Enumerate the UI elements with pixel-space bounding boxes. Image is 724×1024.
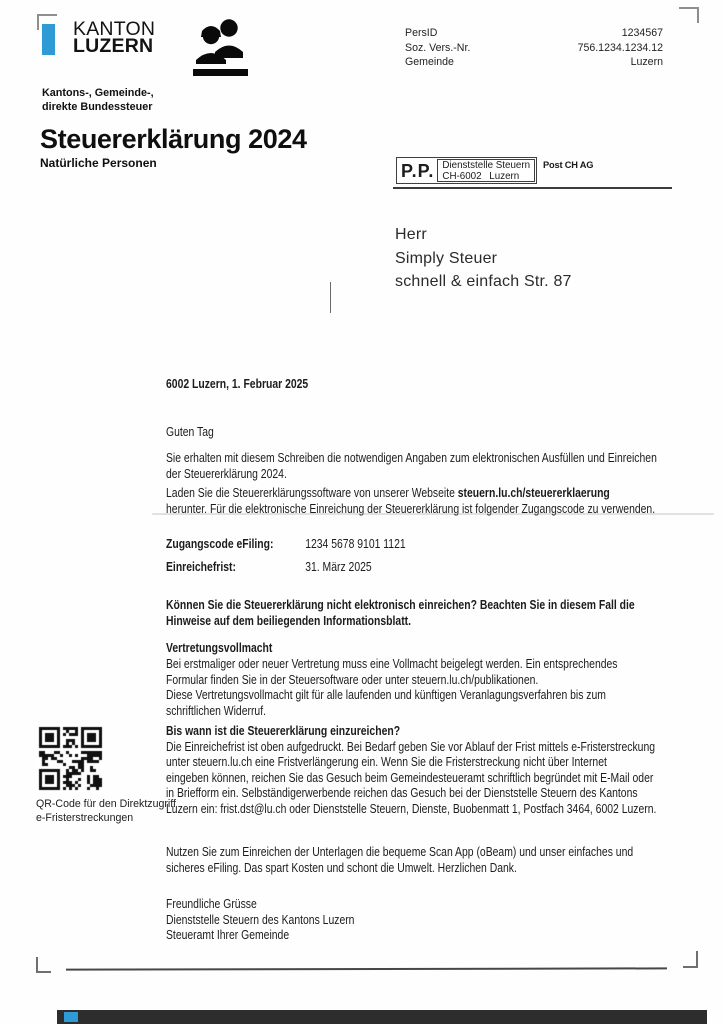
software-website-link: steuern.lu.ch/steuererklaerung: [457, 485, 610, 500]
page-subtitle: Natürliche Personen: [40, 156, 157, 170]
logo-word-kanton: KANTON: [73, 18, 156, 40]
letter-body: [166, 376, 724, 943]
closing-greeting: Freundliche Grüsse: [166, 896, 257, 911]
closing-sender1: Dienststelle Steuern des Kantons Luzern: [166, 911, 355, 927]
next-page-edge: [57, 1010, 707, 1024]
logo-word-luzern: LUZERN: [73, 35, 154, 57]
closing-block: [166, 896, 724, 943]
persid-value: 1234567: [621, 27, 663, 39]
meta-row-gemeinde: [405, 55, 663, 70]
qr-caption: QR-Code für den Direktzugriff e-Fristerstreckungen: [36, 798, 176, 824]
kanton-luzern-logo-mark: [42, 24, 55, 55]
taxpayers-couple-icon: [193, 16, 248, 78]
tax-types-label: Kantons-, Gemeinde-, direkte Bundessteuer: [42, 87, 154, 113]
access-code-label: Zugangscode eFiling:: [166, 536, 274, 551]
efiling-code-table: [166, 536, 724, 574]
recipient-salutation: Herr: [395, 226, 427, 243]
kanton-luzern-logo: [73, 18, 156, 57]
sender-line2: CH-6002 Luzern: [442, 170, 520, 182]
closing-sender2: Steueramt Ihrer Gemeinde: [166, 927, 290, 942]
deadline-value: 31. März 2025: [305, 558, 372, 574]
ahv-label: Soz. Vers.-Nr.: [405, 41, 471, 54]
greeting: Guten Tag: [166, 424, 214, 439]
gemeinde-label: Gemeinde: [405, 56, 454, 69]
meta-row-persid: [405, 26, 663, 41]
pp-label: P.P.: [401, 161, 435, 181]
crop-mark-top-right-icon: [679, 7, 699, 23]
bottom-rule: [66, 967, 667, 970]
persid-label: PersID: [405, 27, 438, 39]
vollmacht-heading: Vertretungsvollmacht: [166, 640, 273, 655]
fold-mark: [330, 282, 331, 313]
paper-filing-note: Können Sie die Steuererklärung nicht elektronisch einreichen? Beachten Sie in diesem Fall die Hinweise auf dem beiliegenden Informationsblatt.: [166, 597, 635, 628]
date-line: 6002 Luzern, 1. Februar 2025: [166, 376, 309, 391]
deadline-label: Einreichefrist:: [166, 558, 236, 574]
postal-carrier-label: Post CH AG: [543, 160, 594, 170]
download-paragraph: Laden Sie die Steuererklärungssoftware von unserer Webseite steuern.lu.ch/steuererklaerung herunter. Für die elektronische Einreichung der Steuererklärung ist folgender Zugangscode zu verwenden.: [166, 485, 656, 516]
intro-paragraph: Sie erhalten mit diesem Schreiben die notwendigen Angaben zum elektronischen Ausfüllen und Einreichen der Steuererklärung 2024.: [166, 450, 657, 481]
sender-address-box: [437, 159, 535, 182]
scan-smudge-line: [152, 513, 714, 515]
page-title: Steuererklärung 2024: [40, 124, 307, 154]
person-meta-block: [405, 26, 663, 70]
ahv-value: 756.1234.1234.12: [577, 41, 663, 54]
pp-franking-box: [396, 157, 537, 184]
meta-row-ahv: [405, 41, 663, 56]
recipient-street: schnell & einfach Str. 87: [395, 273, 572, 290]
recipient-name: Simply Steuer: [395, 249, 498, 267]
deadline-paragraph: Die Einreichefrist ist oben aufgedruckt. Bei Bedarf geben Sie vor Ablauf der Frist mittels e-Fristerstreckung unter steuern.lu.ch eine Fristverlängerung ein. Wenn Sie die Fristerstreckung nicht über Internet eingeben können, reichen Sie das Gesuch beim Gemeindesteueramt schriftlich begründet mit E-Mail oder in Briefform ein. Selbständigerwerbende reichen das Gesuch bei der Dienststelle Steuern des Kantons Luzern ein: frist.dst@lu.ch oder Dienststelle Steuern, Dienste, Buobenmatt 1, Postfach 3464, 6002 Luzern.: [166, 738, 657, 816]
scan-app-paragraph: Nutzen Sie zum Einreichen der Unterlagen die bequeme Scan App (oBeam) und unser einfaches und sicheres eFiling. Das spart Kosten und schont die Umwelt. Herzlichen Dank.: [166, 844, 634, 875]
deadline-heading: Bis wann ist die Steuererklärung einzureichen?: [166, 722, 401, 738]
download-text: Laden Sie die Steuererklärungssoftware von unserer Webseite: [166, 485, 458, 500]
sender-line1: Dienststelle Steuern: [442, 160, 531, 171]
next-page-logo-glimpse: [64, 1012, 78, 1022]
vollmacht-paragraph: Bei erstmaliger oder neuer Vertretung muss eine Vollmacht beigelegt werden. Ein entsprechendes Formular finden Sie in der Steuersoftware oder unter steuern.lu.ch/publikationen. Diese Vertretungsvollmacht gilt für alle laufenden und künftigen Veranlagungsverfahren bis zum schriftlichen Widerruf.: [166, 656, 618, 718]
crop-mark-bottom-right-icon: [683, 951, 698, 968]
access-code-value: 1234 5678 9101 1121: [305, 536, 406, 551]
crop-mark-bottom-left-icon: [36, 957, 51, 973]
franking-underline: [393, 187, 672, 189]
qr-code: [37, 725, 105, 793]
gemeinde-value: Luzern: [630, 56, 663, 69]
recipient-address: [395, 223, 572, 294]
